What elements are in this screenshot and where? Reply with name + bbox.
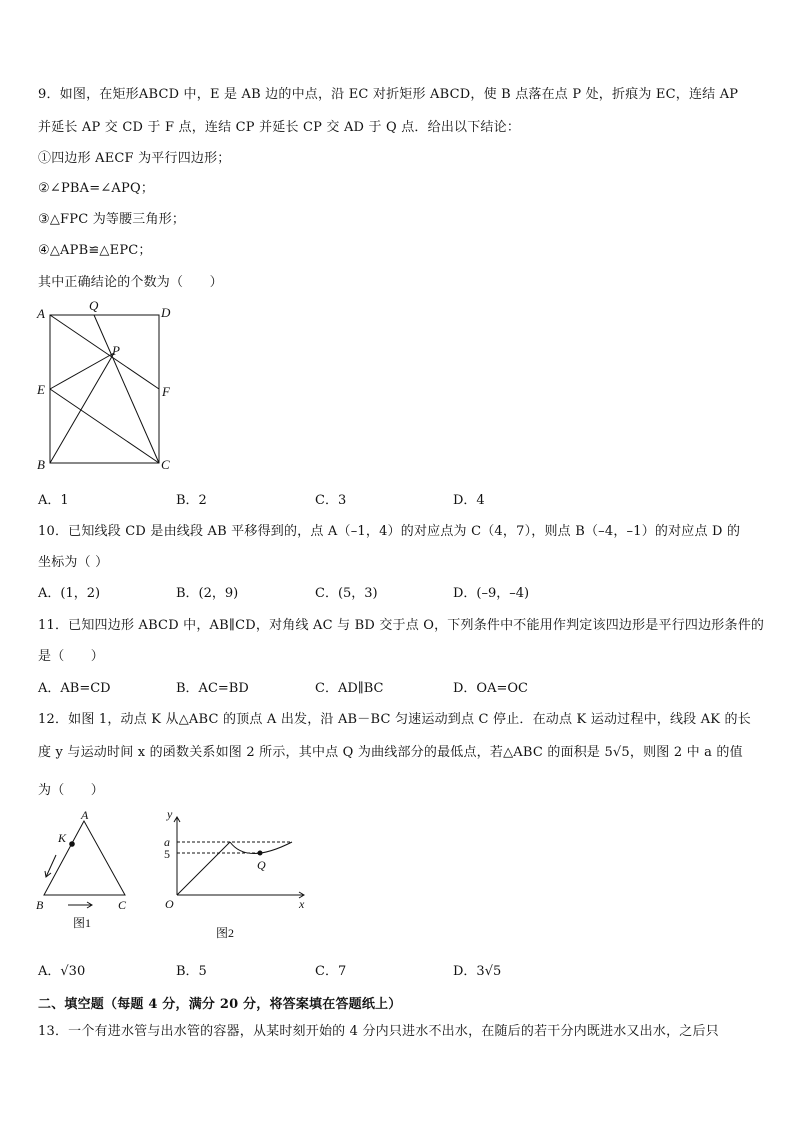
fig2-label-5: 5	[164, 847, 170, 861]
q9-conclusion-4: ④△APB≌△EPC；	[38, 243, 152, 258]
q13-stem-line1: 13．一个有进水管与出水管的容器，从某时刻开始的 4 分内只进水不出水，在随后的若干分内既进水又出水，之后只	[38, 1024, 719, 1039]
fig2-label-q: Q	[257, 858, 266, 872]
fig2-label-y: y	[167, 807, 173, 821]
linear-segment	[177, 842, 230, 895]
label-e: E	[37, 382, 45, 397]
arrow-ab-direction	[46, 855, 56, 877]
q12-stem-line3: 为（ ）	[38, 783, 105, 798]
label-c: C	[161, 457, 170, 472]
q12-figure2-graph	[150, 805, 320, 945]
q9-conclusion-3: ③△FPC 为等腰三角形；	[38, 212, 186, 227]
q10-option-c[interactable]: C．(5，3)	[315, 586, 378, 601]
q12-option-b[interactable]: B．5	[176, 964, 207, 979]
q11-option-b[interactable]: B．AC=BD	[176, 681, 249, 696]
section-fill-in-title: 二、填空题（每题 4 分，满分 20 分，将答案填在答题纸上）	[38, 997, 402, 1012]
label-q: Q	[89, 298, 99, 313]
label-a: A	[37, 306, 45, 321]
segment-bp	[50, 353, 114, 463]
segment-ep	[50, 353, 114, 389]
q12-stem-line2: 度 y 与运动时间 x 的函数关系如图 2 所示，其中点 Q 为曲线部分的最低点，若△ABC 的面积是 5√5，则图 2 中 a 的值	[38, 745, 743, 760]
fig2-label-a: a	[164, 835, 170, 849]
q9-stem-line2: 并延长 AP 交 CD 于 F 点，连结 CP 并延长 CP 交 AD 于 Q 点．给出以下结论：	[38, 120, 521, 135]
q12-option-d[interactable]: D．3√5	[453, 964, 502, 979]
q10-stem-line2: 坐标为（ ）	[38, 555, 109, 570]
fig2-caption: 图2	[216, 926, 235, 940]
q9-option-b[interactable]: B．2	[176, 493, 207, 508]
q9-option-a[interactable]: A．1	[38, 493, 69, 508]
q11-option-c[interactable]: C．AD∥BC	[315, 681, 384, 696]
q12-option-a[interactable]: A．√30	[38, 964, 86, 979]
q9-stem-line1: 9．如图，在矩形ABCD 中，E 是 AB 边的中点，沿 EC 对折矩形 ABCD，使 B 点落在点 P 处，折痕为 EC，连结 AP	[38, 87, 739, 102]
q10-option-a[interactable]: A．(1，2)	[38, 586, 101, 601]
fig1-label-b: B	[36, 898, 44, 912]
fig2-label-x: x	[299, 897, 305, 911]
q11-stem-line1: 11．已知四边形 ABCD 中，AB∥CD，对角线 AC 与 BD 交于点 O，下列条件中不能用作判定该四边形是平行四边形条件的	[38, 618, 765, 633]
fig1-caption: 图1	[73, 916, 92, 930]
label-d: D	[161, 305, 171, 320]
fig1-label-a: A	[81, 808, 89, 822]
q9-option-d[interactable]: D．4	[453, 493, 485, 508]
triangle-abc	[44, 821, 125, 895]
fig1-label-c: C	[118, 898, 127, 912]
q12-option-c[interactable]: C．7	[315, 964, 347, 979]
q11-option-a[interactable]: A．AB=CD	[38, 681, 111, 696]
q12-figure1-triangle	[30, 805, 140, 935]
q10-stem-line1: 10．已知线段 CD 是由线段 AB 平移得到的，点 A（–1，4）的对应点为 C（4，7），则点 B（–4，–1）的对应点 D 的	[38, 524, 741, 539]
label-b: B	[37, 457, 45, 472]
point-q	[258, 851, 263, 856]
label-f: F	[162, 384, 170, 399]
fig2-label-o: O	[165, 897, 174, 911]
segment-af	[50, 315, 159, 389]
q9-conclusion-1: ①四边形 AECF 为平行四边形；	[38, 151, 231, 166]
q12-stem-line1: 12．如图 1，动点 K 从△ABC 的顶点 A 出发，沿 AB－BC 匀速运动到点 C 停止．在动点 K 运动过程中，线段 AK 的长	[38, 712, 751, 727]
q9-option-c[interactable]: C．3	[315, 493, 347, 508]
fig1-label-k: K	[58, 831, 67, 845]
q9-rectangle-figure	[30, 298, 190, 478]
q10-option-d[interactable]: D．(–9，–4)	[453, 586, 530, 601]
rectangle-abcd	[50, 315, 159, 463]
q11-option-d[interactable]: D．OA=OC	[453, 681, 528, 696]
point-k	[69, 841, 75, 847]
q9-question: 其中正确结论的个数为（ ）	[38, 275, 223, 290]
label-p: P	[112, 343, 120, 358]
q10-option-b[interactable]: B．(2，9)	[176, 586, 239, 601]
q11-stem-line2: 是（ ）	[38, 649, 105, 664]
q9-conclusion-2: ②∠PBA=∠APQ；	[38, 181, 155, 196]
